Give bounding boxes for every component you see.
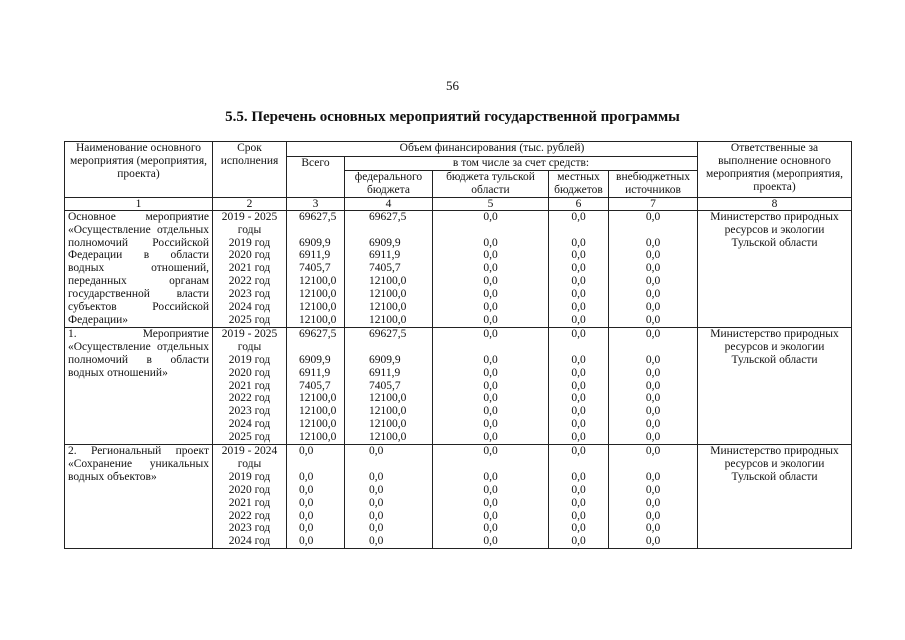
total-value [299,458,341,471]
local-value: 0,0 [571,431,586,444]
total-value: 0,0 [299,470,314,483]
total-value: 7405,7 [299,379,331,392]
federal-cell [345,210,433,327]
total-value: 69627,5 [299,327,337,340]
tula-value: 0,0 [483,262,498,275]
tula-value: 0,0 [483,366,498,379]
extra-value: 0,0 [645,392,661,405]
extra-value: 0,0 [645,353,661,366]
federal-value: 7405,7 [369,262,401,275]
federal-value: 12100,0 [369,418,407,431]
federal-value: 12100,0 [369,431,407,444]
page-number: 56 [446,78,459,93]
federal-value: 6911,9 [369,366,401,379]
header-federal: федерального бюджета [345,170,433,197]
header-financing: Объем финансирования (тыс. рублей) [287,142,698,157]
local-value: 0,0 [571,509,586,522]
local-value: 0,0 [571,313,586,326]
term-cell [213,210,287,327]
responsible-cell: Министерство природных ресурсов и экологии Тульской области [698,327,852,444]
extra-value: 0,0 [645,470,661,483]
measure-name: Основное мероприятие «Осуществление отдельных полномочий Российской Федерации в области водных отношений, переданных органам государственной власти субъектов Российской Федерации» [65,210,213,327]
local-cell [549,445,609,549]
term-line: 2024 год [228,301,271,314]
local-value [552,341,605,354]
column-number: 6 [549,197,609,210]
total-value [299,224,341,237]
total-value: 12100,0 [299,392,337,405]
tula-value: 0,0 [483,210,498,223]
header-local: местных бюджетов [549,170,609,197]
total-value: 12100,0 [299,431,337,444]
extra-value: 0,0 [645,431,661,444]
total-value [299,341,341,354]
tula-value: 0,0 [483,313,498,326]
tula-cell [433,445,549,549]
local-value: 0,0 [571,445,586,458]
local-value: 0,0 [571,392,586,405]
column-number: 7 [609,197,698,210]
local-value: 0,0 [571,405,586,418]
extra-value: 0,0 [645,379,661,392]
federal-value: 0,0 [369,445,384,458]
term-line: 2019 - 2025 годы [221,327,278,353]
tula-value: 0,0 [483,353,498,366]
total-value: 0,0 [299,509,314,522]
federal-value [369,341,429,354]
extra-value: 0,0 [645,249,661,262]
total-value: 6911,9 [299,249,331,262]
local-value: 0,0 [571,210,586,223]
local-value: 0,0 [571,379,586,392]
total-value: 7405,7 [299,262,331,275]
measures-table [64,141,852,549]
term-line: 2019 - 2025 годы [221,210,278,236]
extra-value: 0,0 [645,262,661,275]
local-value: 0,0 [571,353,586,366]
header-term: Срок исполнения [213,142,287,198]
header-including: в том числе за счет средств: [345,157,698,171]
column-number: 3 [287,197,345,210]
federal-value [369,224,429,237]
total-value: 12100,0 [299,418,337,431]
total-value: 0,0 [299,496,314,509]
section-title: 5.5. Перечень основных мероприятий государственной программы [225,109,680,125]
tula-value: 0,0 [483,236,498,249]
local-value: 0,0 [571,418,586,431]
total-cell [287,210,345,327]
term-line: 2023 год [228,522,271,535]
term-line: 2020 год [228,483,271,496]
total-value: 6909,9 [299,236,331,249]
extra-value: 0,0 [645,301,661,314]
total-value: 0,0 [299,535,314,548]
federal-value: 69627,5 [369,210,407,223]
federal-value: 0,0 [369,535,384,548]
table-row [65,327,852,444]
term-line: 2025 год [228,313,271,326]
federal-value: 12100,0 [369,301,407,314]
extra-value: 0,0 [645,405,661,418]
local-cell [549,327,609,444]
local-value: 0,0 [571,275,586,288]
federal-cell [345,327,433,444]
federal-value: 12100,0 [369,313,407,326]
total-value: 6911,9 [299,366,331,379]
federal-value: 6911,9 [369,249,401,262]
extra-value: 0,0 [645,288,661,301]
total-value: 12100,0 [299,275,337,288]
local-value: 0,0 [571,483,586,496]
federal-value [369,458,429,471]
extra-value: 0,0 [645,275,661,288]
total-cell [287,327,345,444]
term-line: 2021 год [228,262,271,275]
header-responsible: Ответственные за выполнение основного мероприятия (мероприятия, проекта) [698,142,852,198]
federal-value: 7405,7 [369,379,401,392]
column-number: 8 [698,197,852,210]
extra-cell [609,210,698,327]
federal-value: 12100,0 [369,392,407,405]
total-value: 12100,0 [299,405,337,418]
measure-name: 1. Мероприятие «Осуществление отдельных полномочий в области водных отношений» [65,327,213,444]
tula-value: 0,0 [483,509,498,522]
term-line: 2019 год [228,470,271,483]
tula-value: 0,0 [483,249,498,262]
local-value: 0,0 [571,249,586,262]
local-value [552,458,605,471]
local-value: 0,0 [571,535,586,548]
tula-value: 0,0 [483,431,498,444]
local-value: 0,0 [571,288,586,301]
tula-value [436,341,545,354]
extra-value [612,341,694,354]
header-extra: внебюджетных источников [609,170,698,197]
tula-value: 0,0 [483,275,498,288]
tula-value: 0,0 [483,418,498,431]
tula-value: 0,0 [483,483,498,496]
local-value: 0,0 [571,470,586,483]
federal-value: 0,0 [369,483,384,496]
tula-value: 0,0 [483,301,498,314]
total-value: 0,0 [299,483,314,496]
extra-value: 0,0 [645,313,661,326]
extra-value: 0,0 [645,445,661,458]
responsible-cell: Министерство природных ресурсов и экологии Тульской области [698,445,852,549]
tula-value: 0,0 [483,288,498,301]
extra-value: 0,0 [645,418,661,431]
term-line: 2019 год [228,236,271,249]
term-line: 2020 год [228,249,271,262]
total-value: 0,0 [299,522,314,535]
extra-value: 0,0 [645,327,661,340]
extra-value: 0,0 [645,496,661,509]
tula-value: 0,0 [483,445,498,458]
term-cell [213,327,287,444]
local-value: 0,0 [571,327,586,340]
column-number: 2 [213,197,287,210]
term-line: 2024 год [228,535,271,548]
local-value: 0,0 [571,496,586,509]
term-line: 2022 год [228,275,271,288]
tula-value: 0,0 [483,405,498,418]
federal-cell [345,445,433,549]
column-number: 5 [433,197,549,210]
term-line: 2022 год [228,392,271,405]
extra-value [612,458,694,471]
extra-value: 0,0 [645,509,661,522]
column-numbers-row [65,197,852,210]
federal-value: 0,0 [369,496,384,509]
federal-value: 0,0 [369,522,384,535]
total-value: 69627,5 [299,210,337,223]
tula-value: 0,0 [483,522,498,535]
local-value: 0,0 [571,262,586,275]
extra-value: 0,0 [645,483,661,496]
federal-value: 69627,5 [369,327,407,340]
extra-cell [609,445,698,549]
local-value: 0,0 [571,366,586,379]
term-line: 2023 год [228,405,271,418]
local-value [552,224,605,237]
federal-value: 12100,0 [369,275,407,288]
tula-cell [433,210,549,327]
term-line: 2025 год [228,431,271,444]
federal-value: 12100,0 [369,288,407,301]
local-cell [549,210,609,327]
extra-value [612,224,694,237]
extra-value: 0,0 [645,236,661,249]
tula-value: 0,0 [483,470,498,483]
tula-value: 0,0 [483,392,498,405]
local-value: 0,0 [571,236,586,249]
tula-cell [433,327,549,444]
term-line: 2024 год [228,418,271,431]
total-value: 12100,0 [299,313,337,326]
term-line: 2021 год [228,379,271,392]
federal-value: 0,0 [369,509,384,522]
header-tula: бюджета тульской области [433,170,549,197]
total-value: 12100,0 [299,288,337,301]
total-cell [287,445,345,549]
table-row [65,210,852,327]
extra-value: 0,0 [645,366,661,379]
federal-value: 6909,9 [369,236,401,249]
tula-value [436,224,545,237]
total-value: 12100,0 [299,301,337,314]
local-value: 0,0 [571,522,586,535]
term-line: 2019 - 2024 годы [221,445,278,470]
total-value: 0,0 [299,445,314,458]
measure-name: 2. Региональный проект «Сохранение уникальных водных объектов» [65,445,213,549]
tula-value: 0,0 [483,327,498,340]
tula-value: 0,0 [483,535,498,548]
tula-value [436,458,545,471]
total-value: 6909,9 [299,353,331,366]
extra-value: 0,0 [645,210,661,223]
tula-value: 0,0 [483,379,498,392]
term-line: 2020 год [228,366,271,379]
extra-value: 0,0 [645,522,661,535]
federal-value: 0,0 [369,470,384,483]
extra-cell [609,327,698,444]
column-number: 4 [345,197,433,210]
term-line: 2023 год [228,288,271,301]
header-total: Всего [287,157,345,198]
table-row [65,445,852,549]
term-line: 2021 год [228,496,271,509]
tula-value: 0,0 [483,496,498,509]
term-line: 2019 год [228,353,271,366]
header-name: Наименование основного мероприятия (мероприятия, проекта) [65,142,213,198]
extra-value: 0,0 [645,535,661,548]
federal-value: 12100,0 [369,405,407,418]
term-line: 2022 год [228,509,271,522]
responsible-cell: Министерство природных ресурсов и экологии Тульской области [698,210,852,327]
term-cell [213,445,287,549]
federal-value: 6909,9 [369,353,401,366]
column-number: 1 [65,197,213,210]
local-value: 0,0 [571,301,586,314]
